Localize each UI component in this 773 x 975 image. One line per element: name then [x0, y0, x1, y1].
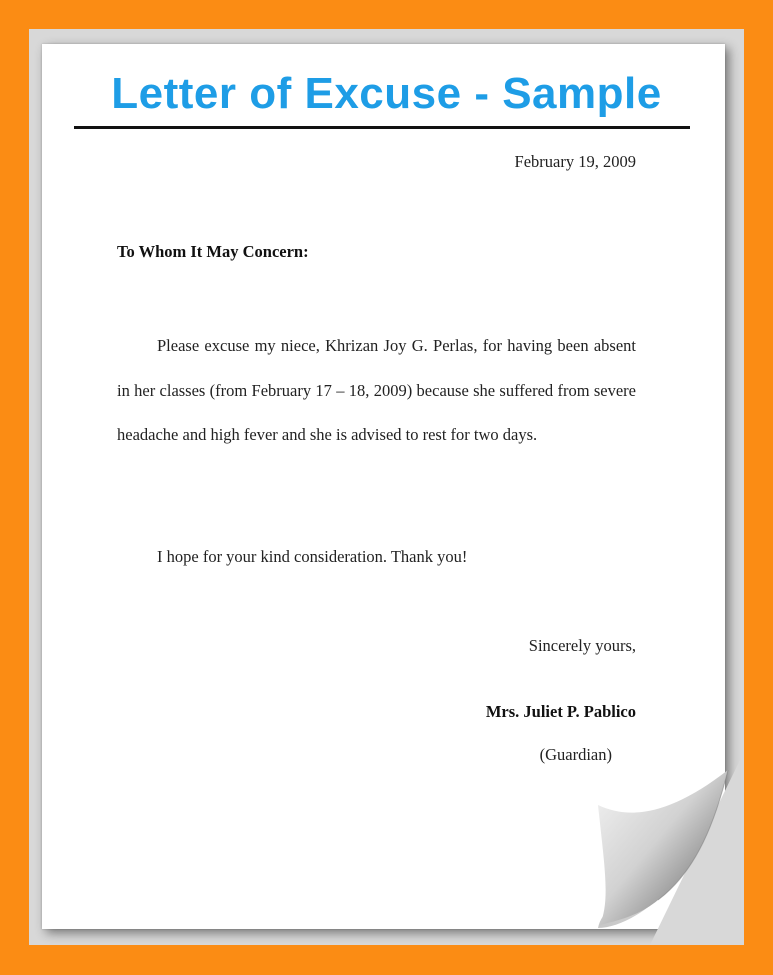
- letter-body: Please excuse my niece, Khrizan Joy G. Perlas, for having been absent in her classes (from February 17 – 18, 2009) because she suffered from severe headache and high fever and she is advised to rest for two days.: [117, 336, 636, 444]
- page-title: Letter of Excuse - Sample: [111, 69, 662, 118]
- page-curl-icon: [590, 760, 740, 945]
- letter-signer-role: (Guardian): [539, 745, 612, 764]
- letter-closing-paragraph: I hope for your kind consideration. Thank you!: [157, 547, 468, 566]
- letter-date: February 19, 2009: [514, 152, 636, 171]
- letter-salutation: To Whom It May Concern:: [117, 242, 309, 261]
- letter-signer: Mrs. Juliet P. Pablico: [485, 702, 636, 721]
- title-divider: [74, 126, 690, 129]
- letter-valediction: Sincerely yours,: [528, 636, 636, 655]
